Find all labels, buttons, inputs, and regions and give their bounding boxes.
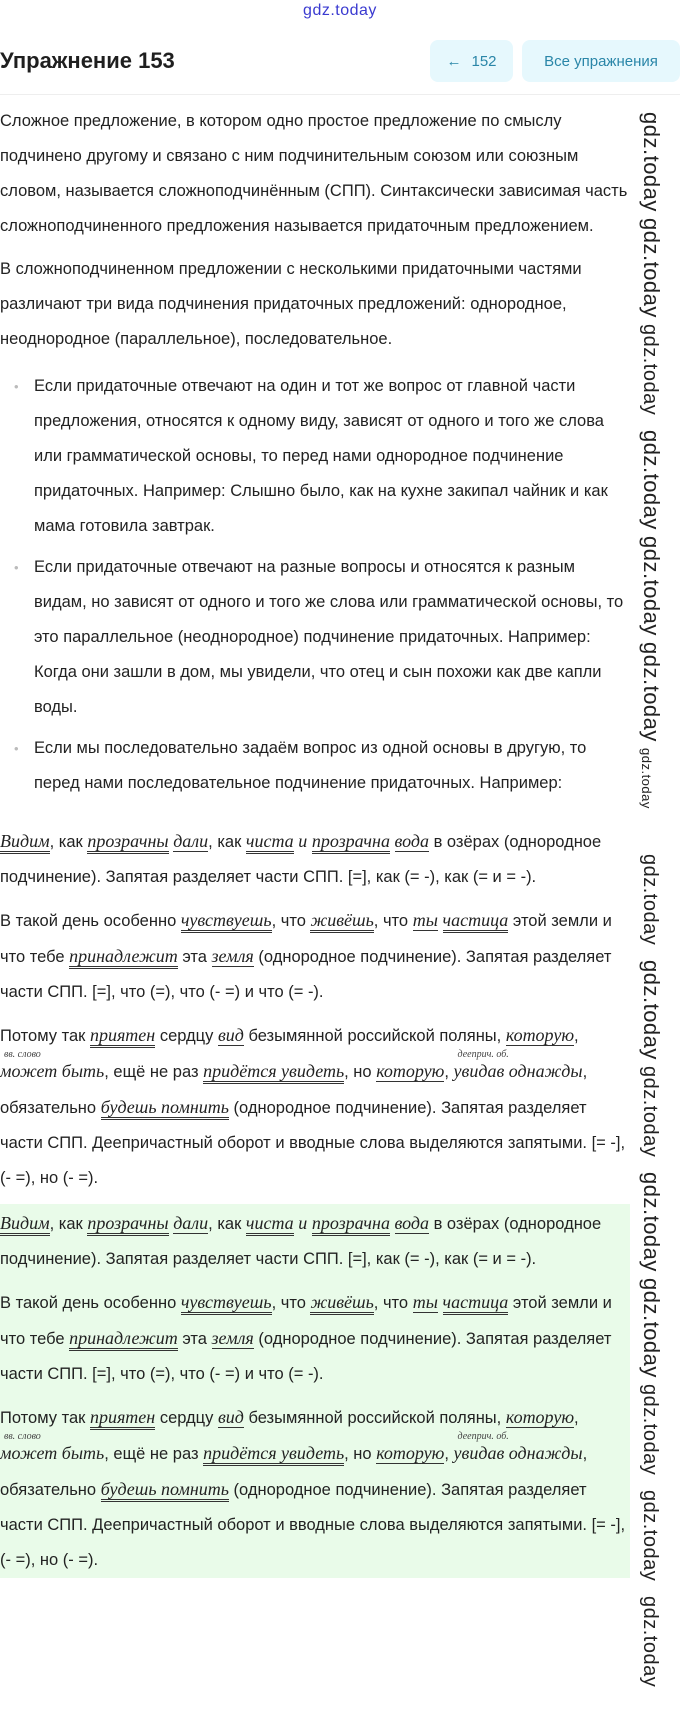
grammar-note: вв. слово <box>4 1049 41 1060</box>
predicate: придётся увидеть <box>203 1061 344 1084</box>
predicate: частица <box>443 910 509 933</box>
subject: земля <box>211 946 254 966</box>
text: эта <box>177 1330 212 1348</box>
subject: дали <box>173 831 209 851</box>
text: , что <box>373 1294 413 1312</box>
text: , как <box>208 833 246 851</box>
answer-block-highlighted <box>0 1204 630 1578</box>
grammar-note: вв. слово <box>4 1431 41 1442</box>
marked-phrase: может быть вв. слово <box>0 1431 105 1463</box>
answer-block <box>0 824 630 1196</box>
predicate: принадлежит <box>69 946 178 969</box>
all-exercises-button[interactable]: Все упражнения <box>522 40 680 82</box>
text: Потому так <box>0 1409 90 1427</box>
text: (однородное подчинение). Запятая разделяет части СПП. Деепричастный оборот и вводные слова выделяются запятыми. [= -], (- =), но (- =). <box>0 1481 626 1569</box>
predicate: Видим <box>0 831 50 854</box>
text: , что <box>271 1294 311 1312</box>
arrow-left-icon: ← <box>446 52 462 70</box>
marked-phrase: увидав однажды дееприч. об. <box>453 1049 583 1081</box>
watermark: gdz.today <box>639 324 661 416</box>
predicate: принадлежит <box>69 1328 178 1351</box>
answer-paragraph <box>0 1206 630 1277</box>
predicate: чиста <box>246 831 294 854</box>
watermark: gdz.today <box>639 642 664 742</box>
marked-phrase: и <box>298 1213 308 1233</box>
text: в озёрах (однородное подчинение). Запятая разделяет части СПП. [=], как (= -), как (= и = -). <box>0 833 602 886</box>
subject: вид <box>217 1407 244 1427</box>
watermark: gdz.today <box>639 1384 661 1476</box>
text: безымянной российской поляны, <box>243 1027 506 1045</box>
text: (однородное подчинение). Запятая разделяет части СПП. [=], что (=), что (- =) и что (= -). <box>0 1330 612 1383</box>
predicate: прозрачны <box>87 1213 168 1236</box>
predicate: будешь помнить <box>101 1097 229 1120</box>
answer-paragraph <box>0 1018 630 1196</box>
exercise-content <box>0 104 630 1586</box>
text: , <box>574 1027 579 1045</box>
predicate: будешь помнить <box>101 1479 229 1502</box>
predicate: чувствуешь <box>181 910 272 933</box>
text: , что <box>271 912 311 930</box>
theory-list-item: • Если придаточные отвечают на один и тот же вопрос от главной части предложения, относятся к одному виду, зависят от одного и того же слова или грамматической основы, то перед нами однородное подчинение придаточных. Например: Слышно было, как на кухне закипал чайник и как мама готовила завтрак. <box>34 369 630 544</box>
text: Потому так <box>0 1027 90 1045</box>
divider <box>0 94 680 95</box>
answer-paragraph <box>0 1400 630 1578</box>
subject: которую <box>376 1061 445 1081</box>
exercise-header <box>0 40 680 84</box>
subject: вода <box>394 1213 429 1233</box>
watermark: gdz.today <box>639 536 664 636</box>
text: безымянной российской поляны, <box>243 1409 506 1427</box>
predicate: частица <box>443 1292 509 1315</box>
text: , но <box>344 1445 377 1463</box>
watermark: gdz.today <box>639 1278 664 1378</box>
text <box>390 1215 395 1233</box>
text <box>390 833 395 851</box>
text: сердцу <box>155 1409 218 1427</box>
theory-list <box>0 369 630 801</box>
predicate: живёшь <box>310 910 373 933</box>
predicate: приятен <box>90 1025 155 1048</box>
text: в озёрах (однородное подчинение). Запятая разделяет части СПП. [=], как (= -), как (= и = -). <box>0 1215 602 1268</box>
subject: ты <box>412 1292 438 1312</box>
text: этой земли и что тебе <box>0 912 612 966</box>
text: эта <box>177 948 212 966</box>
watermark: gdz.today <box>639 1066 661 1158</box>
text: В такой день особенно <box>0 1294 181 1312</box>
answer-paragraph <box>0 1285 630 1392</box>
predicate: Видим <box>0 1213 50 1236</box>
subject: дали <box>173 1213 209 1233</box>
predicate: прозрачна <box>312 831 390 854</box>
subject: вода <box>394 831 429 851</box>
text: , обязательно <box>0 1445 588 1499</box>
grammar-note: дееприч. об. <box>457 1049 509 1060</box>
watermark: gdz.today <box>639 960 664 1060</box>
watermark: gdz.today <box>639 854 661 946</box>
text: , <box>444 1445 454 1463</box>
subject: вид <box>217 1025 244 1045</box>
watermark: gdz.today <box>639 1596 661 1688</box>
theory-paragraph: Сложное предложение, в котором одно простое предложение по смыслу подчинено другому и связано с ним подчинительным союзом или союзным словом, называется сложноподчинённым (СПП). Синтаксически зависимая часть сложноподчиненного предложения называется придаточным предложением. <box>0 112 628 235</box>
previous-exercise-button[interactable] <box>430 40 513 82</box>
marked-phrase: может быть вв. слово <box>0 1049 105 1081</box>
grammar-note: дееприч. об. <box>457 1431 509 1442</box>
watermark: gdz.today <box>639 1490 661 1582</box>
text <box>438 912 443 930</box>
predicate: прозрачны <box>87 831 168 854</box>
theory-list-item: • Если придаточные отвечают на разные вопросы и относятся к разным видам, но зависят от одного и того же слова или грамматической основы, то это параллельное (неоднородное) подчинение придаточных. Например: Когда они зашли в дом, мы увидели, что отец и сын похожи как две капли воды. <box>34 550 630 725</box>
answer-paragraph <box>0 903 630 1010</box>
subject: ты <box>412 910 438 930</box>
watermark: gdz.today <box>639 430 664 530</box>
predicate: чиста <box>246 1213 294 1236</box>
text: , <box>574 1409 579 1427</box>
theory-block <box>0 104 630 824</box>
theory-list-item: • Если мы последовательно задаём вопрос из одной основы в другую, то перед нами последовательное подчинение придаточных. Например: <box>34 731 630 801</box>
text: (однородное подчинение). Запятая разделяет части СПП. [=], что (=), что (- =) и что (= -). <box>0 948 612 1001</box>
top-watermark: gdz.today <box>303 2 377 19</box>
watermark: gdz.today <box>639 748 654 809</box>
text: , что <box>373 912 413 930</box>
page-title: Упражнение 153 <box>0 48 175 73</box>
marked-phrase: и <box>298 831 308 851</box>
text: этой земли и что тебе <box>0 1294 612 1348</box>
subject: которую <box>376 1443 445 1463</box>
text <box>438 1294 443 1312</box>
text: , ещё не раз <box>104 1063 204 1081</box>
text: , как <box>49 833 88 851</box>
theory-paragraph: В сложноподчиненном предложении с несколькими придаточными частями различают три вида подчинения придаточных предложений: однородное, неоднородное (параллельное), последовательное. <box>0 260 582 348</box>
text: , <box>444 1063 454 1081</box>
text: , как <box>49 1215 88 1233</box>
text: , как <box>208 1215 246 1233</box>
subject: которую <box>505 1025 575 1045</box>
predicate: придётся увидеть <box>203 1443 344 1466</box>
watermark: gdz.today <box>639 218 664 318</box>
marked-phrase: увидав однажды дееприч. об. <box>453 1431 583 1463</box>
text: сердцу <box>155 1027 218 1045</box>
answer-paragraph <box>0 824 630 895</box>
text: , обязательно <box>0 1063 588 1117</box>
subject: земля <box>211 1328 254 1348</box>
predicate: приятен <box>90 1407 155 1430</box>
previous-exercise-label: 152 <box>471 52 497 70</box>
predicate: прозрачна <box>312 1213 390 1236</box>
text: (однородное подчинение). Запятая разделяет части СПП. Деепричастный оборот и вводные слова выделяются запятыми. [= -], (- =), но (- =). <box>0 1099 626 1187</box>
predicate: живёшь <box>310 1292 373 1315</box>
subject: которую <box>505 1407 575 1427</box>
text: В такой день особенно <box>0 912 181 930</box>
watermark: gdz.today <box>639 112 664 212</box>
text: , ещё не раз <box>104 1445 204 1463</box>
text: , но <box>344 1063 377 1081</box>
watermark: gdz.today <box>639 1172 664 1272</box>
predicate: чувствуешь <box>181 1292 272 1315</box>
